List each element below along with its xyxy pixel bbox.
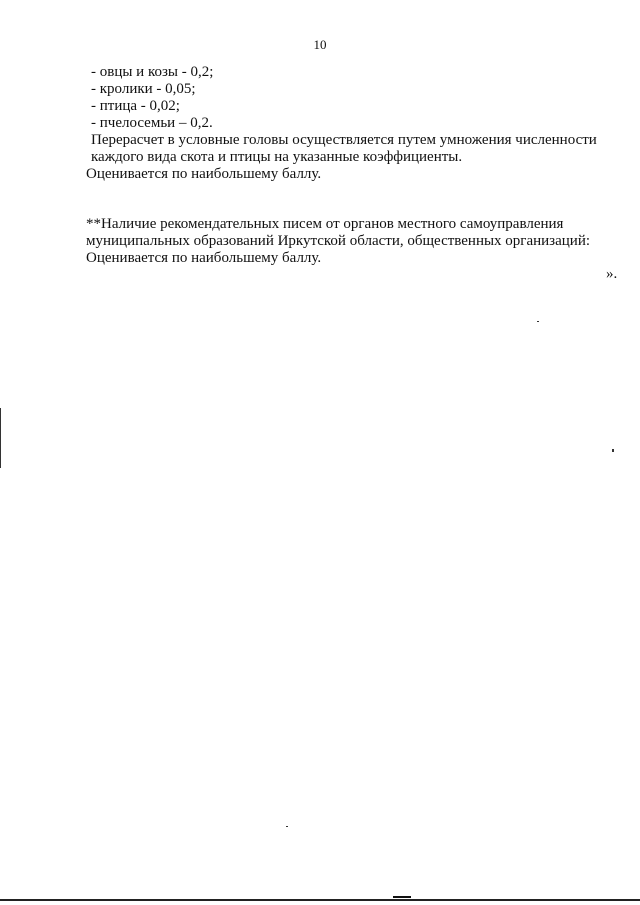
scan-bottom-edge <box>0 899 640 901</box>
scan-dot <box>612 449 614 452</box>
scan-edge-mark <box>0 408 1 468</box>
paragraph2-line2: муниципальных образований Иркутской области, общественных организаций: <box>86 233 591 249</box>
page-number: 10 <box>313 37 327 52</box>
paragraph1-line2: каждого вида скота и птицы на указанные коэффициенты. <box>91 149 463 165</box>
scan-mark <box>393 896 411 898</box>
list-item-bee-colonies: - пчелосемьи – 0,2. <box>91 115 213 131</box>
list-item-sheep-goats: - овцы и козы - 0,2; <box>91 64 214 80</box>
closing-quote-mark: ». <box>606 266 618 282</box>
list-item-rabbits: - кролики - 0,05; <box>91 81 196 97</box>
scan-dot <box>537 321 539 322</box>
paragraph1-line1: Перерасчет в условные головы осуществляется путем умножения численности <box>91 132 597 148</box>
paragraph2-line3: Оценивается по наибольшему баллу. <box>86 250 322 266</box>
paragraph2-line1: **Наличие рекомендательных писем от органов местного самоуправления <box>86 216 564 232</box>
paragraph1-line3: Оценивается по наибольшему баллу. <box>86 166 322 182</box>
list-item-poultry: - птица - 0,02; <box>91 98 180 114</box>
scan-dot <box>286 826 288 827</box>
